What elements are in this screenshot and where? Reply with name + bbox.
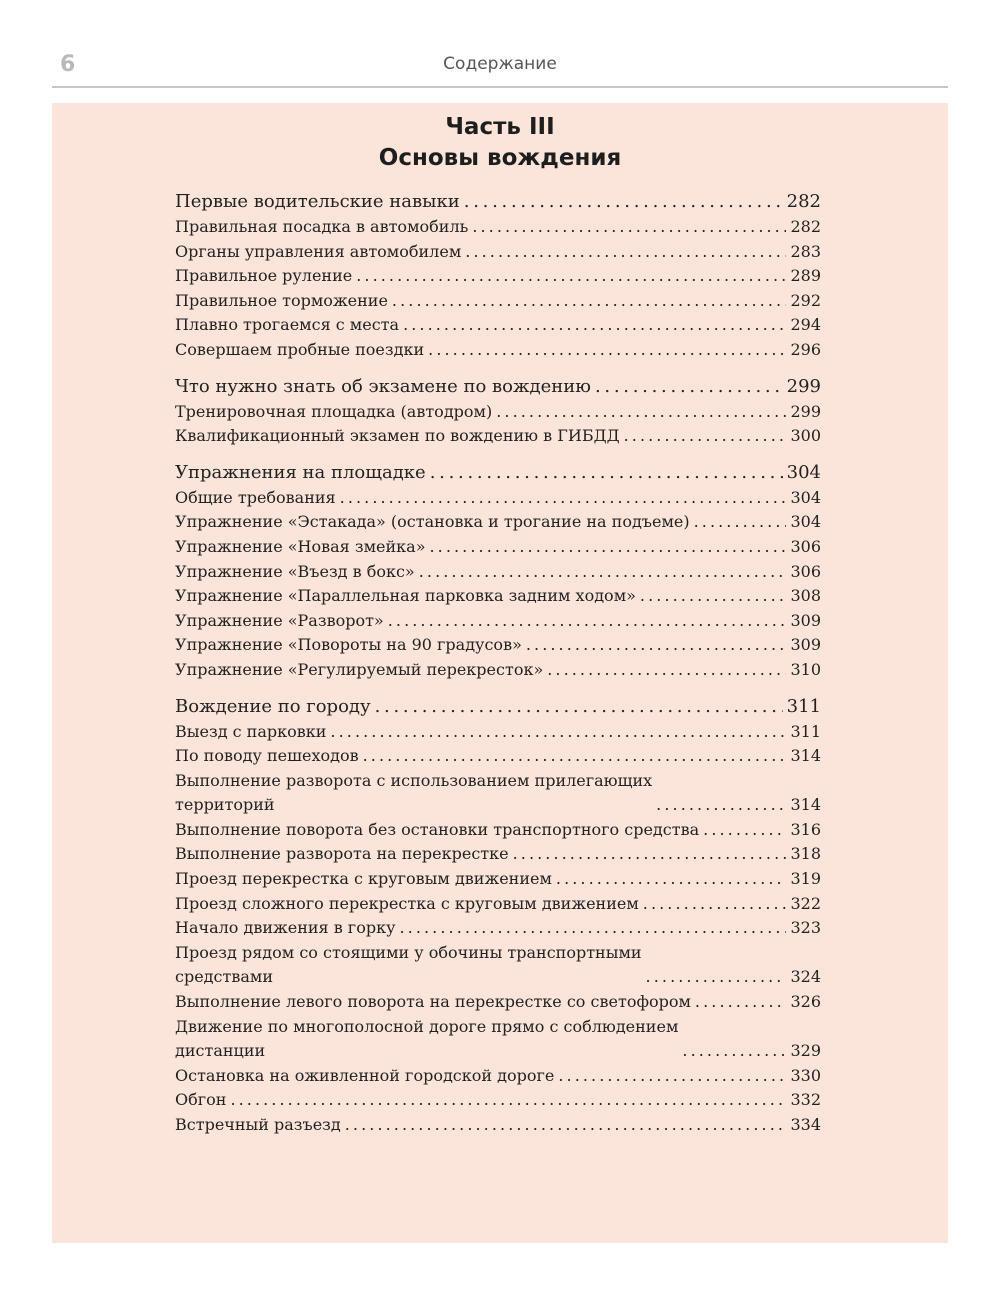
dot-leader <box>388 609 787 634</box>
dot-leader <box>403 313 786 338</box>
toc-entry[interactable] <box>175 867 821 892</box>
toc-section-heading[interactable] <box>175 693 821 720</box>
toc-entry[interactable] <box>175 720 821 745</box>
toc-entry-page: 299 <box>786 375 821 397</box>
dot-leader <box>526 633 787 658</box>
toc-entry-page: 304 <box>790 487 821 507</box>
part-title: Основы вождения <box>378 145 622 171</box>
toc-entry-page: 316 <box>790 819 821 839</box>
toc-entry[interactable] <box>175 1015 821 1064</box>
toc-entry[interactable] <box>175 215 821 240</box>
toc-entry-title: Выполнение разворота на перекрестке <box>175 844 509 864</box>
toc-entry-page: 304 <box>790 512 821 532</box>
toc-entry-page: 314 <box>790 795 821 815</box>
running-head: Содержание <box>443 54 557 74</box>
toc-entry-title: Проезд перекрестка с круговым движением <box>175 869 552 889</box>
toc-entry[interactable] <box>175 633 821 658</box>
toc-entry-page: 322 <box>790 893 821 913</box>
toc-entry-page: 311 <box>786 695 821 717</box>
toc-entry-page: 294 <box>790 315 821 335</box>
table-of-contents <box>175 188 821 1148</box>
dot-leader <box>513 842 787 867</box>
toc-entry-title: Выполнение левого поворота на перекрестке со светофором <box>175 992 691 1012</box>
dot-leader <box>340 486 787 511</box>
toc-entry-page: 300 <box>790 426 821 446</box>
part-label: Часть III <box>445 114 555 140</box>
dot-leader <box>429 535 786 560</box>
toc-entry-page: 309 <box>790 610 821 630</box>
toc-entry[interactable] <box>175 990 821 1015</box>
toc-entry-title: Упражнение «Разворот» <box>175 610 384 630</box>
part-heading <box>0 112 1000 174</box>
dot-leader <box>465 240 786 265</box>
dot-leader <box>392 289 787 314</box>
toc-entry[interactable] <box>175 535 821 560</box>
dot-leader <box>595 373 783 400</box>
toc-entry[interactable] <box>175 584 821 609</box>
toc-entry-title: Что нужно знать об экзамене по вождению <box>175 375 591 397</box>
dot-leader <box>399 916 786 941</box>
toc-entry-title: Выполнение разворота с использованием прилегающих территорий <box>175 770 653 815</box>
dot-leader <box>558 1064 786 1089</box>
toc-entry-title: Обгон <box>175 1090 227 1110</box>
toc-entry-page: 334 <box>790 1115 821 1134</box>
toc-entry-title: Проезд сложного перекрестка с круговым движением <box>175 893 639 913</box>
toc-entry-title: Встречный разъезд <box>175 1115 341 1134</box>
dot-leader <box>356 264 786 289</box>
toc-entry-page: 310 <box>790 659 821 679</box>
toc-entry-page: 332 <box>790 1090 821 1110</box>
toc-entry-page: 309 <box>790 635 821 655</box>
toc-entry[interactable] <box>175 658 821 683</box>
toc-entry-page: 289 <box>790 266 821 286</box>
toc-entry[interactable] <box>175 400 821 425</box>
toc-entry-page: 314 <box>790 746 821 766</box>
dot-leader <box>345 1113 787 1138</box>
toc-entry-page: 318 <box>790 844 821 864</box>
toc-entry-page: 324 <box>790 967 821 987</box>
dot-leader <box>464 188 783 215</box>
dot-leader <box>656 793 786 818</box>
toc-entry-title: Упражнение «Въезд в бокс» <box>175 561 415 581</box>
toc-entry-page: 304 <box>786 461 821 483</box>
dot-leader <box>428 338 786 363</box>
dot-leader <box>230 1088 786 1113</box>
toc-entry[interactable] <box>175 744 821 769</box>
dot-leader <box>363 744 787 769</box>
toc-entry[interactable] <box>175 338 821 363</box>
toc-section <box>175 693 821 1138</box>
toc-section <box>175 373 821 449</box>
toc-entry-title: Выполнение поворота без остановки транспортного средства <box>175 819 700 839</box>
toc-section-heading[interactable] <box>175 373 821 400</box>
header-rule <box>52 86 948 88</box>
toc-entry[interactable] <box>175 289 821 314</box>
toc-entry[interactable] <box>175 609 821 634</box>
toc-entry[interactable] <box>175 892 821 917</box>
toc-entry[interactable] <box>175 486 821 511</box>
toc-entry[interactable] <box>175 240 821 265</box>
toc-entry-title: Проезд рядом со стоящими у обочины транспортными средствами <box>175 942 642 987</box>
dot-leader <box>419 560 787 585</box>
toc-entry-page: 323 <box>790 918 821 938</box>
toc-entry-title: Выезд с парковки <box>175 721 327 741</box>
toc-entry-title: Движение по многополосной дороге прямо с соблюдением дистанции <box>175 1016 679 1061</box>
toc-entry[interactable] <box>175 510 821 535</box>
toc-section-heading[interactable] <box>175 459 821 486</box>
toc-entry[interactable] <box>175 264 821 289</box>
dot-leader <box>643 892 787 917</box>
toc-entry-title: Правильное торможение <box>175 290 388 310</box>
toc-section <box>175 459 821 683</box>
toc-entry-page: 326 <box>790 992 821 1012</box>
toc-section <box>175 188 821 363</box>
toc-entry[interactable] <box>175 560 821 585</box>
toc-entry[interactable] <box>175 941 821 990</box>
toc-entry-title: Правильная посадка в автомобиль <box>175 217 469 236</box>
dot-leader <box>682 1039 786 1064</box>
toc-entry-page: 319 <box>790 869 821 889</box>
toc-entry-title: Вождение по городу <box>175 695 371 717</box>
toc-entry[interactable] <box>175 769 821 818</box>
toc-entry-title: Правильное руление <box>175 266 353 286</box>
dot-leader <box>472 215 786 240</box>
toc-entry[interactable] <box>175 1088 821 1113</box>
toc-entry-title: Совершаем пробные поездки <box>175 339 425 359</box>
toc-entry-title: Начало движения в горку <box>175 918 396 938</box>
dot-leader <box>547 658 786 683</box>
dot-leader <box>556 867 787 892</box>
toc-entry[interactable] <box>175 424 821 449</box>
toc-entry-page: 311 <box>790 721 821 741</box>
toc-entry-title: Упражнение «Новая змейка» <box>175 536 426 556</box>
toc-entry-title: Упражнение «Эстакада» (остановка и трогание на подъеме) <box>175 512 690 532</box>
toc-entry-page: 299 <box>790 401 821 421</box>
toc-entry-title: Тренировочная площадка (автодром) <box>175 401 493 421</box>
toc-entry-page: 306 <box>790 561 821 581</box>
toc-entry-page: 329 <box>790 1041 821 1061</box>
dot-leader <box>640 584 787 609</box>
toc-entry-page: 283 <box>790 241 821 261</box>
dot-leader <box>496 400 786 425</box>
toc-entry[interactable] <box>175 1113 821 1138</box>
toc-entry-page: 292 <box>790 290 821 310</box>
dot-leader <box>694 510 787 535</box>
dot-leader <box>330 720 786 745</box>
toc-entry-page: 308 <box>790 586 821 606</box>
toc-entry-title: Плавно трогаемся с места <box>175 315 400 335</box>
toc-entry[interactable] <box>175 818 821 843</box>
toc-entry-title: Остановка на оживленной городской дороге <box>175 1065 555 1085</box>
toc-entry[interactable] <box>175 842 821 867</box>
toc-section-heading[interactable] <box>175 188 821 215</box>
toc-entry-title: Органы управления автомобилем <box>175 241 462 261</box>
toc-entry-title: Первые водительские навыки <box>175 191 460 212</box>
toc-entry[interactable] <box>175 1064 821 1089</box>
toc-entry-title: Упражнение «Регулируемый перекресток» <box>175 659 544 679</box>
toc-entry[interactable] <box>175 916 821 941</box>
dot-leader <box>695 990 787 1015</box>
toc-entry-page: 306 <box>790 536 821 556</box>
dot-leader <box>624 424 787 449</box>
dot-leader <box>375 693 783 720</box>
toc-entry[interactable] <box>175 313 821 338</box>
dot-leader <box>646 965 787 990</box>
toc-entry-page: 296 <box>790 339 821 359</box>
toc-entry-title: По поводу пешеходов <box>175 746 359 766</box>
toc-entry-page: 330 <box>790 1065 821 1085</box>
page-number: 6 <box>60 52 76 77</box>
dot-leader <box>430 459 783 486</box>
toc-entry-page: 282 <box>786 191 821 212</box>
toc-entry-title: Упражнение «Параллельная парковка задним ходом» <box>175 586 636 606</box>
toc-entry-title: Общие требования <box>175 487 336 507</box>
dot-leader <box>703 818 786 843</box>
toc-entry-title: Упражнение «Повороты на 90 градусов» <box>175 635 522 655</box>
toc-entry-title: Квалификационный экзамен по вождению в ГИБДД <box>175 426 620 446</box>
toc-entry-title: Упражнения на площадке <box>175 461 426 483</box>
toc-entry-page: 282 <box>790 217 821 236</box>
